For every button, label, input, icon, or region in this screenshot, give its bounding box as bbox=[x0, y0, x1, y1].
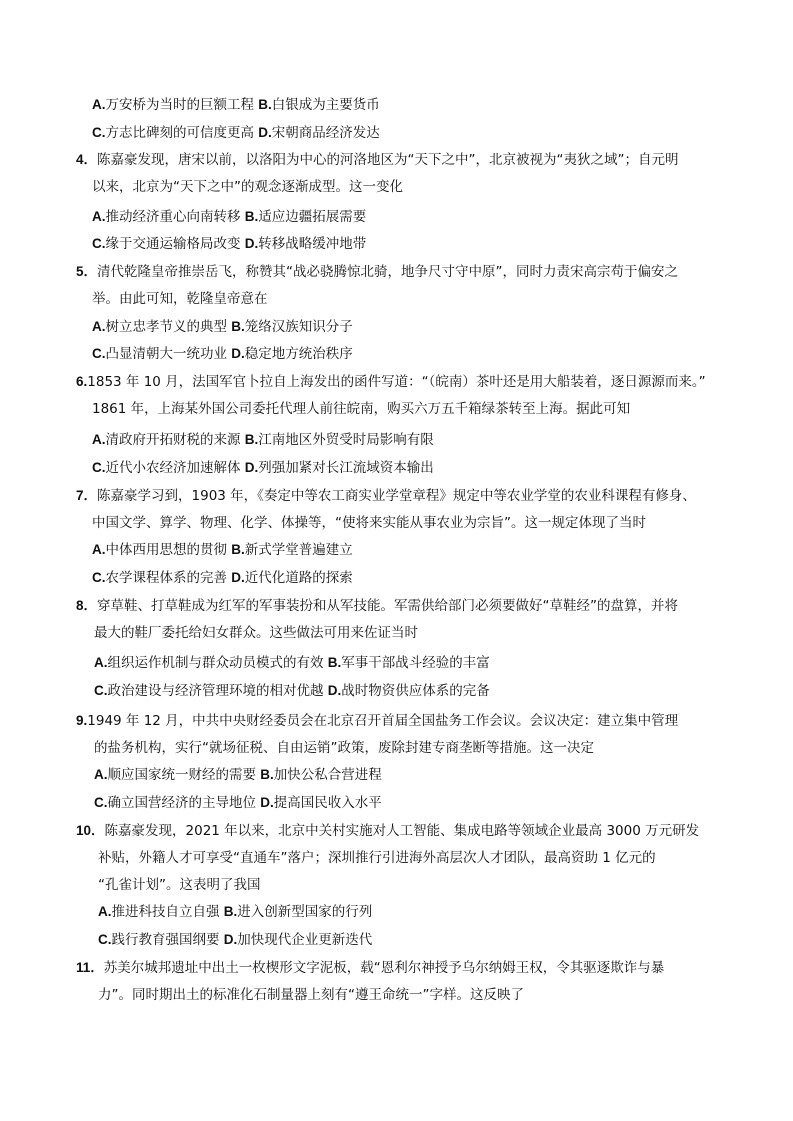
option-label-b: B. bbox=[223, 904, 238, 919]
option-label-d: D. bbox=[258, 125, 272, 140]
question-number: 7． bbox=[76, 488, 98, 503]
option-label-c: C. bbox=[98, 932, 112, 947]
question-10-options-cd bbox=[98, 931, 372, 949]
option-label-d: D. bbox=[327, 683, 342, 698]
option-text-b: 笼络汉族知识分子 bbox=[244, 319, 353, 335]
stem-text: 陈嘉豪发现，唐宋以前，以洛阳为中心的河洛地区为“天下之中”，北京被视为“夷狄之域”；自元明 bbox=[97, 152, 679, 168]
question-8-stem-line-1 bbox=[76, 597, 678, 615]
stem-text: 苏美尔城邦遗址中出土一枚楔形文字泥板，载“恩利尔神授予乌尔纳姆王权，令其驱逐欺诈与暴 bbox=[103, 960, 665, 976]
option-text-b: 适应边疆拓展需要 bbox=[258, 209, 367, 225]
option-text-a: 树立忠孝节义的典型 bbox=[105, 319, 227, 335]
option-text-a: 中体西用思想的贯彻 bbox=[105, 542, 227, 558]
question-4-stem-line-1 bbox=[76, 151, 679, 169]
option-label-a: A. bbox=[92, 432, 106, 447]
option-text-d: 转移战略缓冲地带 bbox=[258, 236, 367, 252]
option-label-c: C. bbox=[92, 460, 106, 475]
stem-text: 力”。同时期出土的标准化石制量器上刻有“遵王命统一”字样。这反映了 bbox=[98, 987, 524, 1003]
option-text-c: 方志比碑刻的可信度更高 bbox=[105, 125, 254, 141]
option-text-b: 加快公私合营进程 bbox=[273, 767, 382, 783]
question-4-options-ab bbox=[92, 208, 366, 226]
question-6-options-cd bbox=[92, 459, 434, 477]
option-text-d: 近代化道路的探索 bbox=[244, 570, 353, 586]
stem-text: “孔雀计划”。这表明了我国 bbox=[98, 877, 261, 893]
option-text-d: 战时物资供应体系的完备 bbox=[341, 683, 490, 699]
option-text-d: 提高国民收入水平 bbox=[273, 795, 382, 811]
option-text-c: 践行教育强国纲要 bbox=[111, 932, 220, 948]
question-10-stem-line-3 bbox=[98, 876, 261, 894]
option-text-a: 顺应国家统一财经的需要 bbox=[107, 767, 256, 783]
option-text-a: 推进科技自立自强 bbox=[111, 904, 220, 920]
option-label-b: B. bbox=[231, 319, 245, 334]
option-label-a: A. bbox=[92, 97, 106, 112]
stem-text: 补贴，外籍人才可享受“直通车”落户；深圳推行引进海外高层次人才团队，最高资助 1 亿元的 bbox=[98, 850, 656, 866]
option-label-d: D. bbox=[244, 236, 259, 251]
option-label-b: B. bbox=[244, 432, 259, 447]
question-8-options-cd bbox=[94, 682, 490, 700]
option-label-c: C. bbox=[94, 683, 108, 698]
option-label-a: A. bbox=[94, 655, 108, 670]
question-number: 4． bbox=[76, 152, 98, 167]
option-label-c: C. bbox=[92, 346, 106, 361]
option-text-c: 缘于交通运输格局改变 bbox=[105, 236, 241, 252]
question-7-options-cd bbox=[92, 569, 353, 587]
option-text-c: 凸显清朝大一统功业 bbox=[105, 346, 227, 362]
option-label-a: A. bbox=[92, 319, 106, 334]
option-label-c: C. bbox=[92, 570, 106, 585]
option-label-d: D. bbox=[231, 346, 245, 361]
option-text-c: 近代小农经济加速解体 bbox=[105, 460, 241, 476]
stem-text: 以来，北京为“天下之中”的观念逐渐成型。这一变化 bbox=[92, 179, 403, 195]
question-4-options-cd bbox=[92, 235, 366, 253]
question-number: 6. bbox=[76, 374, 88, 389]
stem-text: 穿草鞋、打草鞋成为红军的军事装扮和从军技能。军需供给部门必须要做好“草鞋经”的盘算，并将 bbox=[97, 598, 679, 614]
option-label-b: B. bbox=[258, 97, 272, 112]
option-label-a: A. bbox=[94, 767, 108, 782]
q3-options-ab bbox=[92, 96, 380, 114]
option-text-c: 确立国营经济的主导地位 bbox=[107, 795, 256, 811]
option-text-a: 推动经济重心向南转移 bbox=[105, 209, 241, 225]
option-label-c: C. bbox=[92, 125, 106, 140]
question-9-stem-line-2 bbox=[94, 739, 594, 757]
question-9-options-ab bbox=[94, 766, 382, 784]
option-text-b: 江南地区外贸受时局影响有限 bbox=[258, 432, 434, 448]
stem-text: 中国文学、算学、物理、化学、体操等，“使将来实能从事农业为宗旨”。这一规定体现了当时 bbox=[92, 515, 646, 531]
option-text-a: 清政府开拓财税的来源 bbox=[105, 432, 241, 448]
stem-text: 1853 年 10 月，法国军官卜拉自上海发出的函件写道：“（皖南）茶叶还是用大船装着，逐日源源而来。” bbox=[87, 374, 706, 390]
option-label-b: B. bbox=[327, 655, 342, 670]
stem-text: 举。由此可知，乾隆皇帝意在 bbox=[92, 291, 268, 307]
question-10-stem-line-1 bbox=[76, 822, 699, 840]
question-4-stem-line-2 bbox=[92, 178, 403, 196]
option-text-a: 万安桥为当时的巨额工程 bbox=[105, 97, 254, 113]
question-7-stem-line-1 bbox=[76, 487, 696, 505]
option-text-d: 加快现代企业更新迭代 bbox=[237, 932, 373, 948]
option-text-c: 政治建设与经济管理环境的相对优越 bbox=[107, 683, 324, 699]
option-label-a: A. bbox=[92, 209, 106, 224]
option-label-d: D. bbox=[223, 932, 238, 947]
option-text-b: 新式学堂普遍建立 bbox=[244, 542, 353, 558]
stem-text: 1861 年，上海某外国公司委托代理人前往皖南，购买六万五千箱绿茶转至上海。据此可知 bbox=[92, 401, 631, 417]
option-label-d: D. bbox=[260, 795, 274, 810]
option-text-d: 稳定地方统治秩序 bbox=[244, 346, 353, 362]
question-5-options-cd bbox=[92, 345, 353, 363]
question-11-stem-line-2 bbox=[98, 986, 524, 1004]
question-number: 8． bbox=[76, 598, 98, 613]
option-label-d: D. bbox=[244, 460, 259, 475]
question-7-stem-line-2 bbox=[92, 514, 646, 532]
option-label-a: A. bbox=[98, 904, 112, 919]
option-text-c: 农学课程体系的完善 bbox=[105, 570, 227, 586]
stem-text: 的盐务机构，实行“就场征税、自由运销”政策，废除封建专商垄断等措施。这一决定 bbox=[94, 740, 594, 756]
option-text-b: 白银成为主要货币 bbox=[271, 97, 380, 113]
option-label-b: B. bbox=[231, 542, 245, 557]
question-6-options-ab bbox=[92, 431, 434, 449]
question-10-options-ab bbox=[98, 903, 372, 921]
option-label-c: C. bbox=[94, 795, 108, 810]
option-label-d: D. bbox=[231, 570, 245, 585]
option-text-b: 军事干部战斗经验的丰富 bbox=[341, 655, 490, 671]
question-5-stem-line-2 bbox=[92, 290, 268, 308]
stem-text: 陈嘉豪发现，2021 年以来，北京中关村实施对人工智能、集成电路等领域企业最高 3000 万元研发 bbox=[104, 823, 700, 839]
stem-text: 清代乾隆皇帝推崇岳飞，称赞其“战必骁腾惊北骑，地争尺寸守中原”，同时力责宋高宗苟于偏安之 bbox=[97, 264, 679, 280]
option-label-b: B. bbox=[260, 767, 274, 782]
stem-text: 最大的鞋厂委托给妇女群众。这些做法可用来佐证当时 bbox=[94, 625, 418, 641]
option-text-d: 列强加紧对长江流域资本输出 bbox=[258, 460, 434, 476]
option-text-b: 进入创新型国家的行列 bbox=[237, 904, 373, 920]
question-5-stem-line-1 bbox=[76, 263, 678, 281]
question-11-stem-line-1 bbox=[76, 959, 664, 977]
option-label-c: C. bbox=[92, 236, 106, 251]
option-text-a: 组织运作机制与群众动员模式的有效 bbox=[107, 655, 324, 671]
option-label-b: B. bbox=[244, 209, 259, 224]
stem-text: 陈嘉豪学习到，1903 年，《奏定中等农工商实业学堂章程》规定中等农业学堂的农业科课程有修身、 bbox=[97, 488, 696, 504]
question-9-stem-line-1 bbox=[76, 712, 678, 730]
stem-text: 1949 年 12 月，中共中央财经委员会在北京召开首届全国盐务工作会议。会议决定：建立集中管理 bbox=[87, 713, 679, 729]
question-9-options-cd bbox=[94, 794, 382, 812]
question-number: 11． bbox=[76, 960, 104, 975]
question-5-options-ab bbox=[92, 318, 353, 336]
question-6-stem-line-2 bbox=[92, 400, 630, 418]
question-number: 9. bbox=[76, 713, 88, 728]
question-6-stem-line-1 bbox=[76, 373, 706, 391]
question-10-stem-line-2 bbox=[98, 849, 656, 867]
question-8-stem-line-2 bbox=[94, 624, 418, 642]
option-text-d: 宋朝商品经济发达 bbox=[271, 125, 380, 141]
question-number: 5． bbox=[76, 264, 98, 279]
option-label-a: A. bbox=[92, 542, 106, 557]
q3-options-cd bbox=[92, 124, 380, 142]
question-number: 10． bbox=[76, 823, 105, 838]
question-8-options-ab bbox=[94, 654, 490, 672]
question-7-options-ab bbox=[92, 541, 353, 559]
